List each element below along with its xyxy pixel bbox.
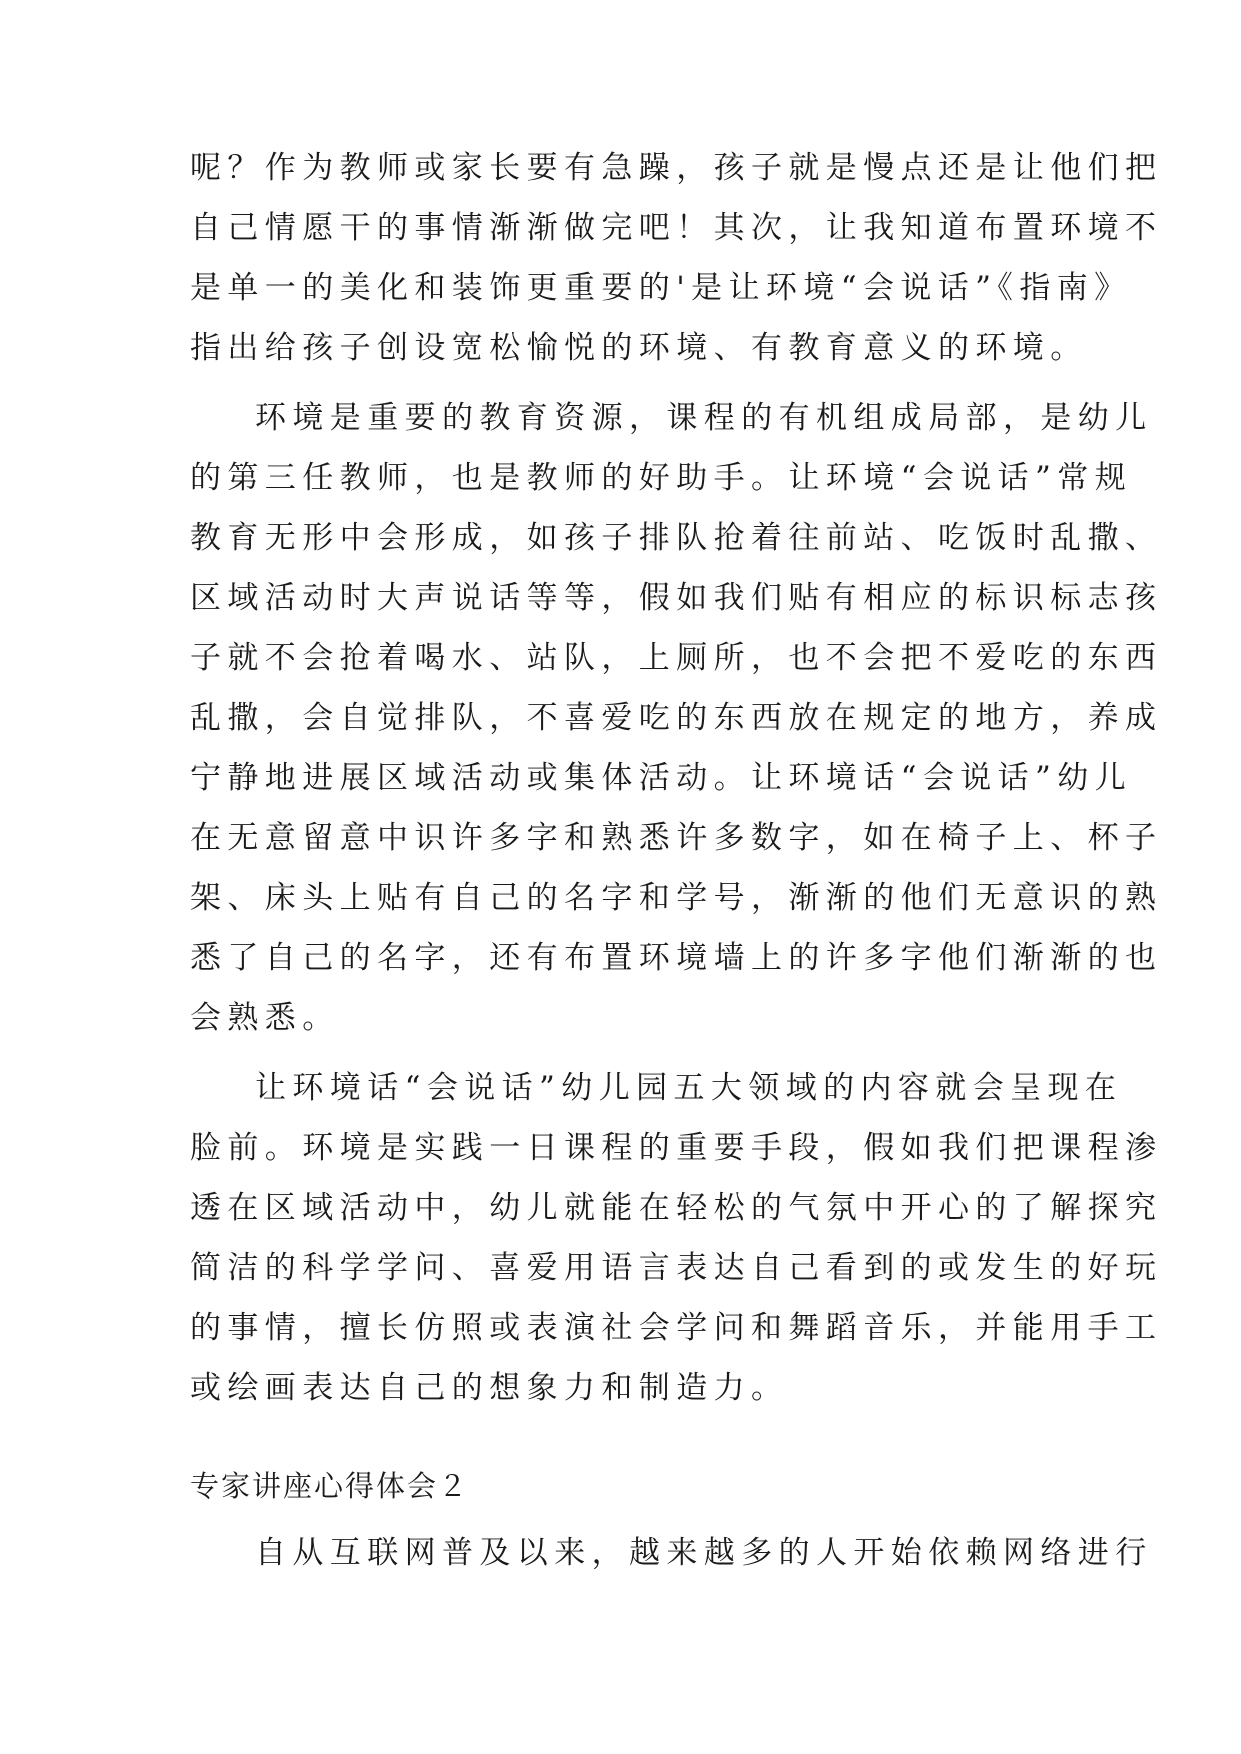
paragraph-line: 的第三任教师，也是教师的好助手。让环境“会说话”常规 (190, 460, 1133, 496)
paragraph-line: 乱撒，会自觉排队，不喜爱吃的东西放在规定的地方，养成 (190, 700, 1163, 736)
paragraph-line: 教育无形中会形成，如孩子排队抢着往前站、吃饭时乱撒、 (190, 520, 1163, 556)
paragraph-line: 宁静地进展区域活动或集体活动。让环境话“会说话”幼儿 (190, 760, 1133, 796)
section-heading: 专家讲座心得体会２ (190, 1469, 470, 1503)
paragraph-line: 悉了自己的名字，还有布置环境墙上的许多字他们渐渐的也 (190, 940, 1163, 976)
paragraph-line: 环境是重要的教育资源，课程的有机组成局部，是幼儿 (255, 400, 1153, 436)
paragraph-line: 脸前。环境是实践一日课程的重要手段，假如我们把课程渗 (190, 1130, 1163, 1166)
paragraph-line: 架、床头上贴有自己的名字和学号，渐渐的他们无意识的熟 (190, 880, 1163, 916)
paragraph-line: 指出给孩子创设宽松愉悦的环境、有教育意义的环境。 (190, 330, 1088, 366)
paragraph-line: 自己情愿干的事情渐渐做完吧！其次，让我知道布置环境不 (190, 210, 1163, 246)
paragraph-line: 是单一的美化和装饰更重要的'是让环境“会说话”《指南》 (190, 270, 1132, 306)
paragraph-line: 透在区域活动中，幼儿就能在轻松的气氛中开心的了解探究 (190, 1190, 1163, 1226)
paragraph-line: 的事情，擅长仿照或表演社会学问和舞蹈音乐，并能用手工 (190, 1310, 1163, 1346)
paragraph-line: 在无意留意中识许多字和熟悉许多数字，如在椅子上、杯子 (190, 820, 1163, 856)
paragraph-line: 让环境话“会说话”幼儿园五大领域的内容就会呈现在 (255, 1070, 1123, 1106)
paragraph-line: 自从互联网普及以来，越来越多的人开始依赖网络进行 (255, 1535, 1153, 1571)
paragraph-line: 简洁的科学学问、喜爱用语言表达自己看到的或发生的好玩 (190, 1250, 1163, 1286)
paragraph-line: 区域活动时大声说话等等，假如我们贴有相应的标识标志孩 (190, 580, 1163, 616)
paragraph-line: 或绘画表达自己的想象力和制造力。 (190, 1370, 789, 1406)
paragraph-line: 呢？作为教师或家长要有急躁，孩子就是慢点还是让他们把 (190, 150, 1163, 186)
paragraph-line: 会熟悉。 (190, 1000, 340, 1036)
paragraph-line: 子就不会抢着喝水、站队，上厕所，也不会把不爱吃的东西 (190, 640, 1163, 676)
